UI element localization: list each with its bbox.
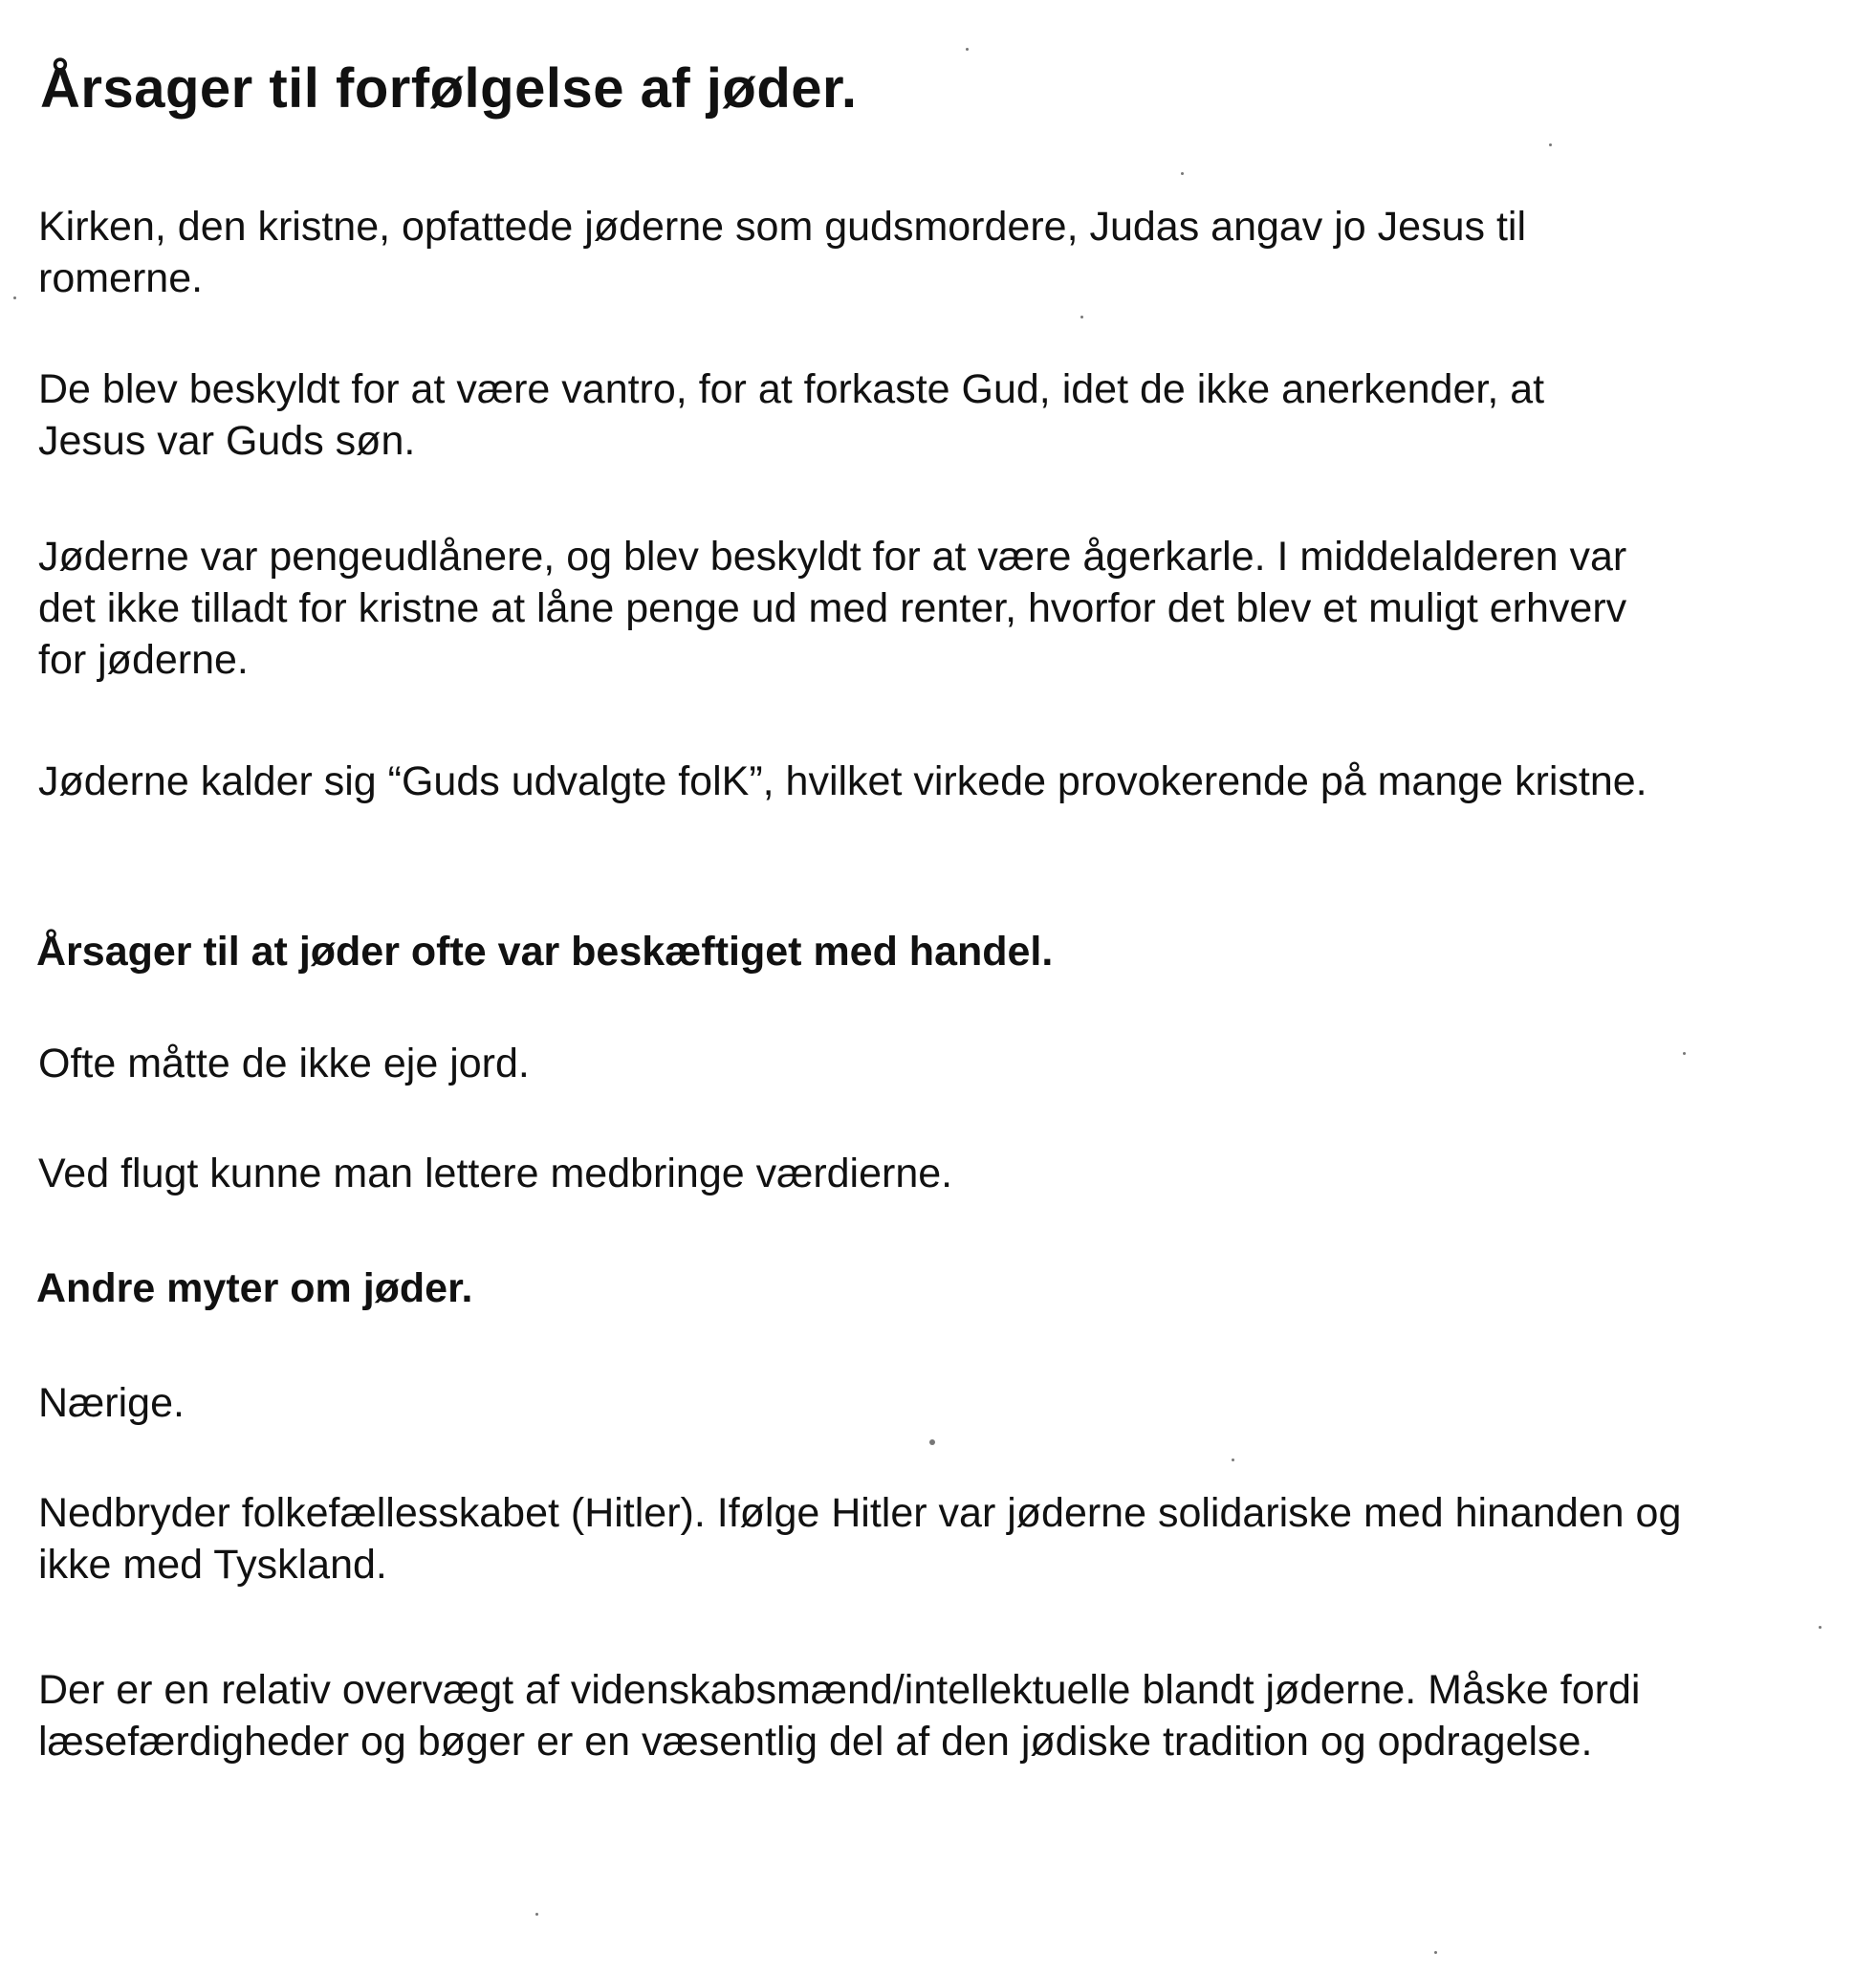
paragraph-hitler: Nedbryder folkefællesskabet (Hitler). Ifølge Hitler var jøderne solidariske med hinanden og ikke med Tyskland. xyxy=(38,1490,1682,1588)
scan-speck xyxy=(1819,1626,1821,1629)
paragraph-chosen-people: Jøderne kalder sig “Guds udvalgte folK”, hvilket virkede provokerende på mange kristne. xyxy=(38,758,1647,804)
page-title: Årsager til forfølgelse af jøder. xyxy=(40,57,858,120)
paragraph-land: Ofte måtte de ikke eje jord. xyxy=(38,1041,530,1086)
scan-speck xyxy=(1181,172,1184,175)
paragraph-unbelievers: De blev beskyldt for at være vantro, for at forkaste Gud, idet de ikke anerkender, at Jesus var Guds søn. xyxy=(38,366,1545,464)
section-heading-trade: Årsager til at jøder ofte var beskæftiget med handel. xyxy=(36,929,1054,975)
scan-speck xyxy=(1683,1052,1686,1055)
scan-speck xyxy=(929,1439,935,1445)
section-heading-myths: Andre myter om jøder. xyxy=(36,1265,473,1311)
scan-speck xyxy=(1549,143,1552,146)
scan-speck xyxy=(1232,1459,1234,1461)
scan-speck xyxy=(1080,316,1083,318)
paragraph-flight: Ved flugt kunne man lettere medbringe værdierne. xyxy=(38,1151,953,1196)
paragraph-intellectuals: Der er en relativ overvægt af videnskabsmænd/intellektuelle blandt jøderne. Måske fordi læsefærdigheder og bøger er en væsentlig del af den jødiske tradition og opdragelse. xyxy=(38,1667,1641,1765)
scan-speck xyxy=(13,296,16,299)
scan-speck xyxy=(535,1913,538,1916)
scan-speck xyxy=(966,48,969,51)
scan-speck xyxy=(1434,1951,1437,1954)
paragraph-moneylenders: Jøderne var pengeudlånere, og blev beskyldt for at være ågerkarle. I middelalderen var det ikke tilladt for kristne at låne penge ud med renter, hvorfor det blev et muligt erhverv for jøderne. xyxy=(38,534,1627,683)
paragraph-church: Kirken, den kristne, opfattede jøderne som gudsmordere, Judas angav jo Jesus til romerne. xyxy=(38,204,1526,301)
paragraph-stingy: Nærige. xyxy=(38,1380,185,1426)
